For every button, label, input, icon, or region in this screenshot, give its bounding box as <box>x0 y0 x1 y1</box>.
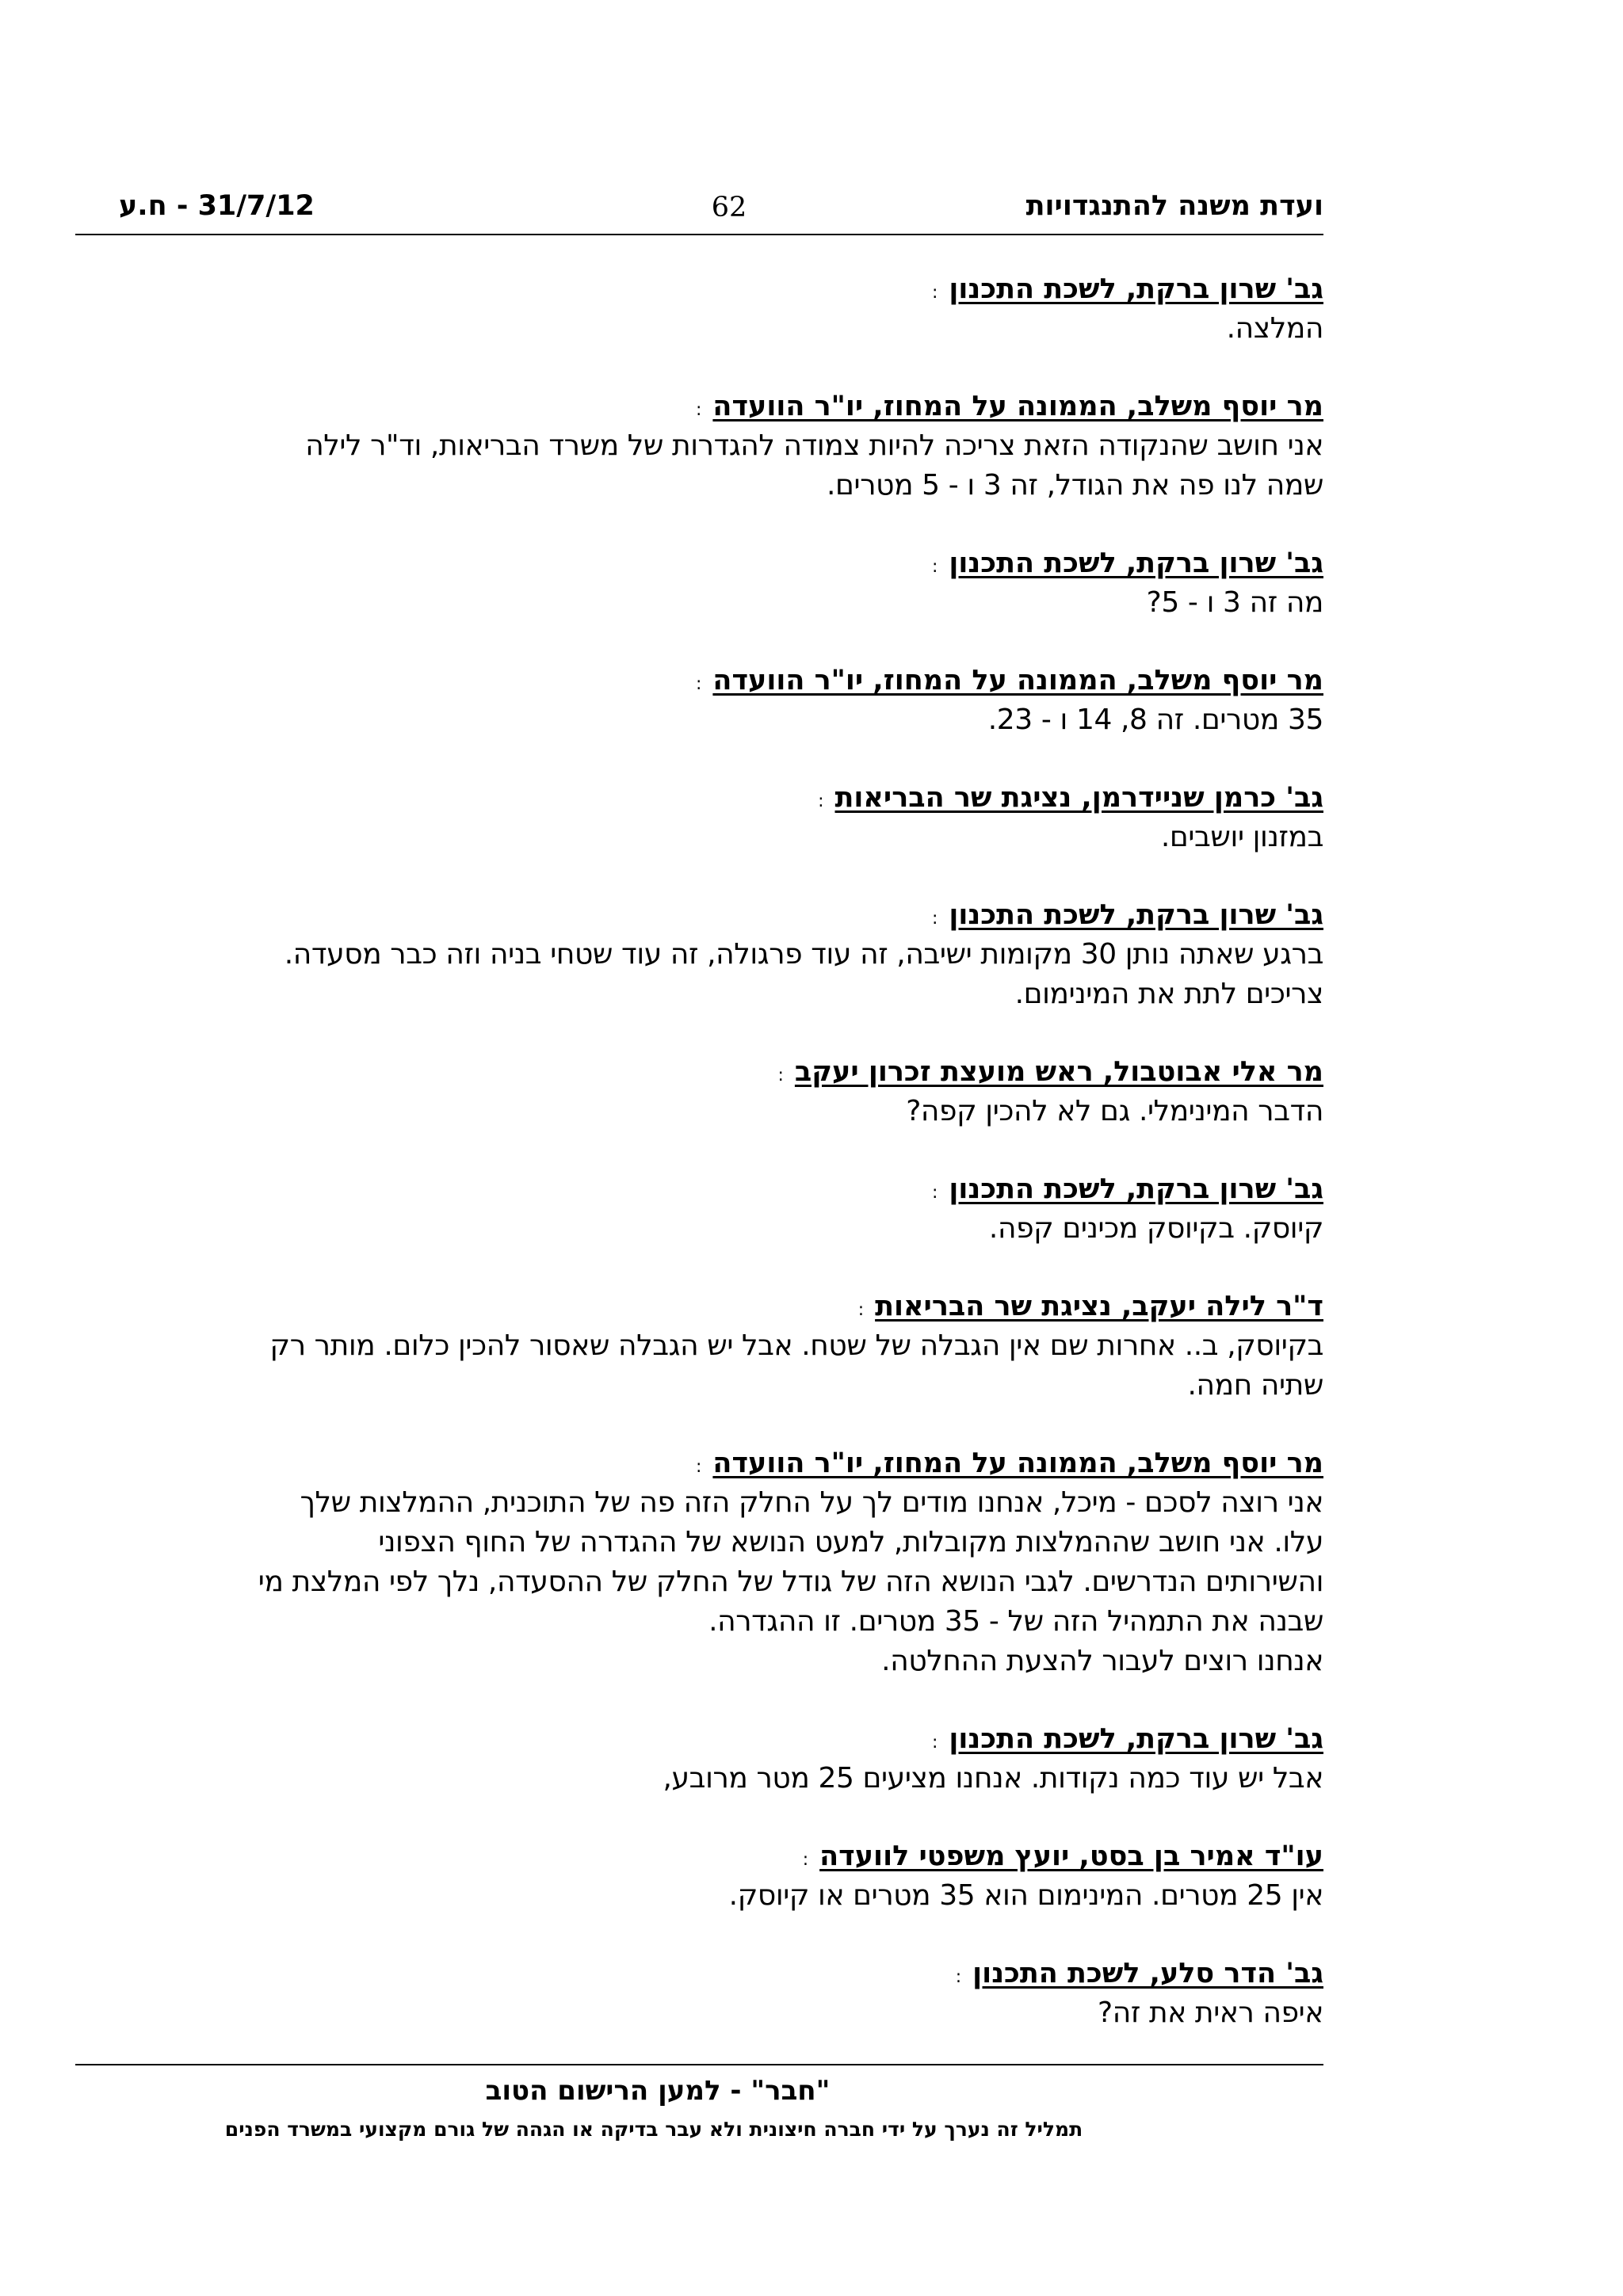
committee-title: ועדת משנה להתנגדויות <box>1025 190 1323 222</box>
speaker-name: מר אלי אבוטבול, ראש מועצת זכרון יעקב <box>794 1056 1323 1088</box>
speaker-line <box>75 1954 1323 1993</box>
transcript-entry <box>75 1169 1323 1249</box>
speaker-name: גב' שרון ברקת, לשכת התכנון <box>949 1723 1323 1755</box>
speaker-name: גב' שרון ברקת, לשכת התכנון <box>949 547 1323 579</box>
transcript-entry <box>75 661 1323 740</box>
speech-line: קיוסק. בקיוסק מכינים קפה. <box>988 1212 1323 1245</box>
speaker-name: גב' שרון ברקת, לשכת התכנון <box>949 273 1323 305</box>
speaker-line <box>75 1287 1323 1326</box>
speaker-line <box>75 387 1323 426</box>
speaker-name: מר יוסף משלב, הממונה על המחוז, יו"ר הוועדה <box>712 1447 1323 1479</box>
page-footer <box>75 2064 1323 2141</box>
speaker-name: גב' כרמן שניידרמן, נציגת שר הבריאות <box>834 782 1323 814</box>
speaker-line <box>75 269 1323 309</box>
speaker-line <box>75 661 1323 700</box>
speaker-name: עו"ד אמיר בן בסט, יועץ משפטי לוועדה <box>819 1840 1323 1872</box>
speech-line: שבנה את התמהיל הזה של - 35 מטרים. זו ההגדרה. <box>708 1605 1323 1638</box>
speaker-colon: : <box>931 1733 938 1753</box>
transcript-entry <box>75 1719 1323 1798</box>
transcript-entry <box>75 543 1323 623</box>
speech-line: 35 מטרים. זה 8, 14 ו - 23. <box>987 704 1323 736</box>
footer-disclaimer: תמליל זה נערך על ידי חברה חיצונית ולא עבר בדיקה או הגהה של גורם מקצועי במשרד הפנים <box>224 2118 1083 2141</box>
footer-company: "חבר" - למען הרישום הטוב <box>485 2075 831 2107</box>
speech-line: אין 25 מטרים. המינימום הוא 35 מטרים או קיוסק. <box>728 1879 1323 1912</box>
speaker-name: גב' שרון ברקת, לשכת התכנון <box>949 899 1323 931</box>
transcript-entry <box>75 1287 1323 1405</box>
speaker-colon: : <box>931 557 938 577</box>
speech-line: אבל יש עוד כמה נקודות. אנחנו מציעים 25 מטר מרובע, <box>663 1762 1323 1794</box>
speech-line: בקיוסק, ב.. אחרות שם אין הגבלה של שטח. אבל יש הגבלה שאסור להכין כלום. מותר רק <box>269 1329 1323 1362</box>
date-initials: 31/7/12 - ח.ע <box>119 190 315 222</box>
speaker-colon: : <box>955 1967 962 1987</box>
transcript-entry <box>75 1954 1323 2033</box>
speaker-colon: : <box>931 1183 938 1203</box>
speech-line: הדבר המינימלי. גם לא להכין קפה? <box>906 1095 1323 1127</box>
speaker-line <box>75 778 1323 818</box>
transcript-entry <box>75 1836 1323 1916</box>
speaker-name: גב' הדר סלע, לשכת התכנון <box>972 1958 1323 1989</box>
speech-line: ברגע שאתה נותן 30 מקומות ישיבה, זה עוד פרגולה, זה עוד שטחי בניה וזה כבר מסעדה. <box>284 938 1323 971</box>
speech-line: איפה ראית את זה? <box>1098 1997 1323 2029</box>
speech-line: מה זה 3 ו - 5? <box>1146 586 1323 619</box>
speaker-line <box>75 895 1323 935</box>
speech-line: צריכים לתת את המינימום. <box>1014 978 1323 1010</box>
speech-line: במזנון יושבים. <box>1160 821 1323 853</box>
transcript-entry <box>75 895 1323 1014</box>
speech-line: שתיה חמה. <box>1187 1369 1323 1402</box>
speech-line: שמה לנו פה את הגודל, זה 3 ו - 5 מטרים. <box>827 469 1323 502</box>
speech-line: והשירותים הנדרשים. לגבי הנושא הזה של גודל של החלק של ההסעדה, נלך לפי המלצת מי <box>258 1566 1323 1598</box>
speaker-colon: : <box>931 283 938 303</box>
speaker-line <box>75 1169 1323 1209</box>
speaker-colon: : <box>802 1850 809 1870</box>
speaker-name: מר יוסף משלב, הממונה על המחוז, יו"ר הוועדה <box>712 391 1323 422</box>
speech-line: עלו. אני חושב שההמלצות מקובלות, למעט הנושא של ההגדרה של החוף הצפוני <box>378 1526 1323 1558</box>
speaker-name: מר יוסף משלב, הממונה על המחוז, יו"ר הוועדה <box>712 665 1323 696</box>
transcript-entry <box>75 1444 1323 1681</box>
speaker-colon: : <box>695 674 702 694</box>
speaker-line <box>75 1719 1323 1759</box>
page-number: 62 <box>711 192 747 223</box>
transcript-entry <box>75 778 1323 857</box>
speech-line: אני רוצה לסכם - מיכל, אנחנו מודים לך על החלק הזה פה של התוכנית, ההמלצות שלך <box>300 1486 1323 1519</box>
speech-line: אנחנו רוצים לעבור להצעת ההחלטה. <box>881 1645 1323 1677</box>
speech-line: אני חושב שהנקודה הזאת צריכה להיות צמודה להגדרות של משרד הבריאות, וד"ר לילה <box>305 429 1323 462</box>
speaker-colon: : <box>777 1066 784 1085</box>
speaker-name: ד"ר לילה יעקב, נציגת שר הבריאות <box>875 1291 1323 1322</box>
page-header <box>75 190 1323 235</box>
speaker-colon: : <box>695 400 702 420</box>
speech-line: המלצה. <box>1226 312 1323 345</box>
speaker-colon: : <box>818 791 824 811</box>
speaker-line <box>75 1444 1323 1483</box>
transcript-body <box>75 269 1323 2071</box>
speaker-colon: : <box>695 1457 702 1477</box>
speaker-colon: : <box>931 909 938 929</box>
speaker-line <box>75 543 1323 583</box>
transcript-entry <box>75 387 1323 505</box>
transcript-entry <box>75 1052 1323 1131</box>
transcript-entry <box>75 269 1323 349</box>
speaker-line <box>75 1836 1323 1876</box>
speaker-colon: : <box>857 1300 865 1320</box>
speaker-line <box>75 1052 1323 1092</box>
speaker-name: גב' שרון ברקת, לשכת התכנון <box>949 1173 1323 1205</box>
